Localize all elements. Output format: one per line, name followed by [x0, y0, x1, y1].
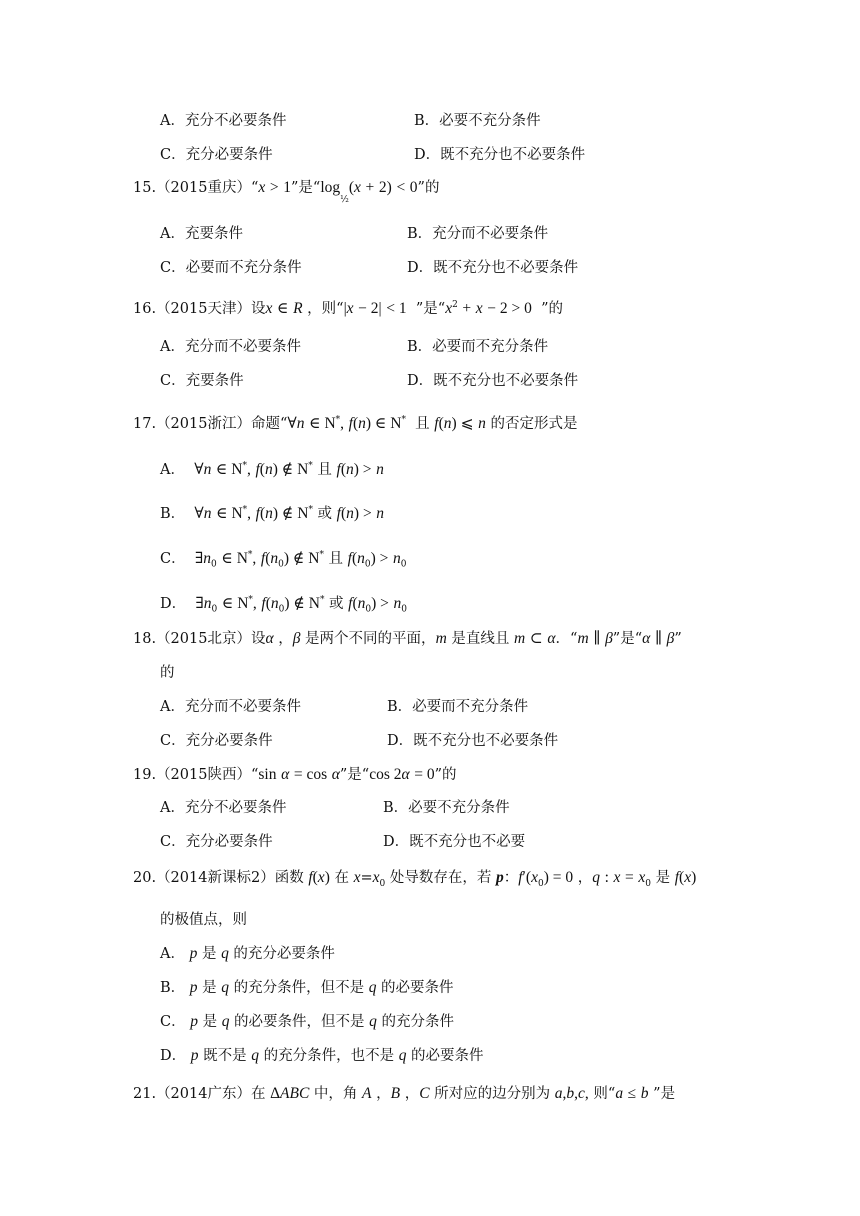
option-b: B．必要不充分条件: [414, 113, 541, 129]
q19-option-a: A．充分不必要条件: [160, 800, 287, 816]
q19-option-c: C．充分必要条件: [160, 834, 273, 850]
question-source: （2015天津）: [156, 300, 251, 317]
q17-option-d: D． $\exists n_0$ ∈ N*, $f(n_0)$ ∉ N* 或 $f(n_0) > n_0$: [160, 594, 408, 615]
question-20-stem-cont: 的极值点，则: [160, 912, 247, 928]
option-a: A．充分不必要条件: [160, 113, 287, 129]
q20-option-a: A． p 是 q 的充分必要条件: [160, 945, 335, 962]
q20-option-c: C． p 是 q 的必要条件，但不是 q 的充分条件: [160, 1013, 455, 1030]
question-number: 17.: [133, 415, 157, 432]
question-20-stem: 20.（2014新课标2）函数 f(x) 在 $x=x_0$ 处导数存在，若 p：$f'(x_0) = 0$ ，q : $x = x_0$ 是 f(x): [133, 869, 697, 889]
q17-option-a: A． ∀n ∈ N*, f(n) ∉ N* 且 f(n) > n: [160, 460, 384, 478]
option-d: D．既不充分也不必要条件: [414, 147, 586, 163]
question-18-stem: 18.（2015北京）设α ，β 是两个不同的平面，m 是直线且 m ⊂ α．“m ∥ β”是“α ∥ β”: [133, 630, 682, 647]
q18-option-a: A．充分而不必要条件: [160, 699, 301, 715]
q16-option-b: B．必要而不充分条件: [407, 339, 549, 355]
question-source: （2015重庆）: [156, 180, 251, 196]
question-source: （2015陕西）: [156, 767, 251, 783]
question-source: （2014新课标2）: [156, 870, 275, 886]
question-17-stem: 17.（2015浙江）命题“∀n ∈ N*, f(n) ∈ N* 且 f(n) ⩽ n 的否定形式是: [133, 414, 578, 432]
question-21-stem: 21.（2014广东）在 ΔABC 中，角 A ，B ，C 所对应的边分别为 a,b,c, 则“a ≤ b ”是: [133, 1085, 676, 1102]
question-number: 18.: [133, 631, 157, 647]
q15-option-a: A．充要条件: [160, 226, 243, 242]
q15-option-d: D．既不充分也不必要条件: [407, 260, 579, 276]
q20-option-b: B． p 是 q 的充分条件，但不是 q 的必要条件: [160, 979, 454, 996]
question-number: 20.: [133, 870, 157, 886]
q19-option-b: B．必要不充分条件: [383, 800, 510, 816]
question-19-stem: 19.（2015陕西）“sin α = cos α”是“cos 2α = 0”的: [133, 766, 457, 783]
q17-option-c: C． $\exists n_0$ ∈ N*, $f(n_0)$ ∉ N* 且 $f(n_0) > n_0$: [160, 549, 407, 570]
question-18-stem-cont: 的: [160, 665, 175, 681]
q16-option-a: A．充分而不必要条件: [160, 339, 301, 355]
q20-option-d: D． p 既不是 q 的充分条件，也不是 q 的必要条件: [160, 1047, 484, 1064]
q15-option-c: C．必要而不充分条件: [160, 260, 302, 276]
question-source: （2015北京）: [156, 631, 251, 647]
q15-option-b: B．充分而不必要条件: [407, 226, 549, 242]
question-source: （2014广东）: [156, 1086, 251, 1102]
q18-option-d: D．既不充分也不必要条件: [387, 733, 559, 749]
question-number: 21.: [133, 1086, 157, 1102]
option-c: C．充分必要条件: [160, 147, 273, 163]
question-number: 19.: [133, 767, 157, 783]
question-16-stem: 16.（2015天津）设x ∈ R ，则“|x − 2| < 1 ”是“$x^2 + x - 2 > 0$ ”的: [133, 299, 564, 317]
q19-option-d: D．既不充分也不必要: [383, 834, 526, 850]
q18-option-b: B．必要而不充分条件: [387, 699, 529, 715]
q18-option-c: C．充分必要条件: [160, 733, 273, 749]
q16-option-d: D．既不充分也不必要条件: [407, 373, 579, 389]
q17-option-b: B． ∀n ∈ N*, f(n) ∉ N* 或 f(n) > n: [160, 504, 385, 522]
question-number: 15.: [133, 180, 157, 196]
q16-option-c: C．充要条件: [160, 373, 244, 389]
question-number: 16.: [133, 300, 157, 317]
question-source: （2015浙江）: [156, 415, 251, 432]
question-15-stem: 15.（2015重庆）“x > 1”是“$\log_{\frac{1}{2}}(x + 2) < 0$”的: [133, 179, 440, 205]
